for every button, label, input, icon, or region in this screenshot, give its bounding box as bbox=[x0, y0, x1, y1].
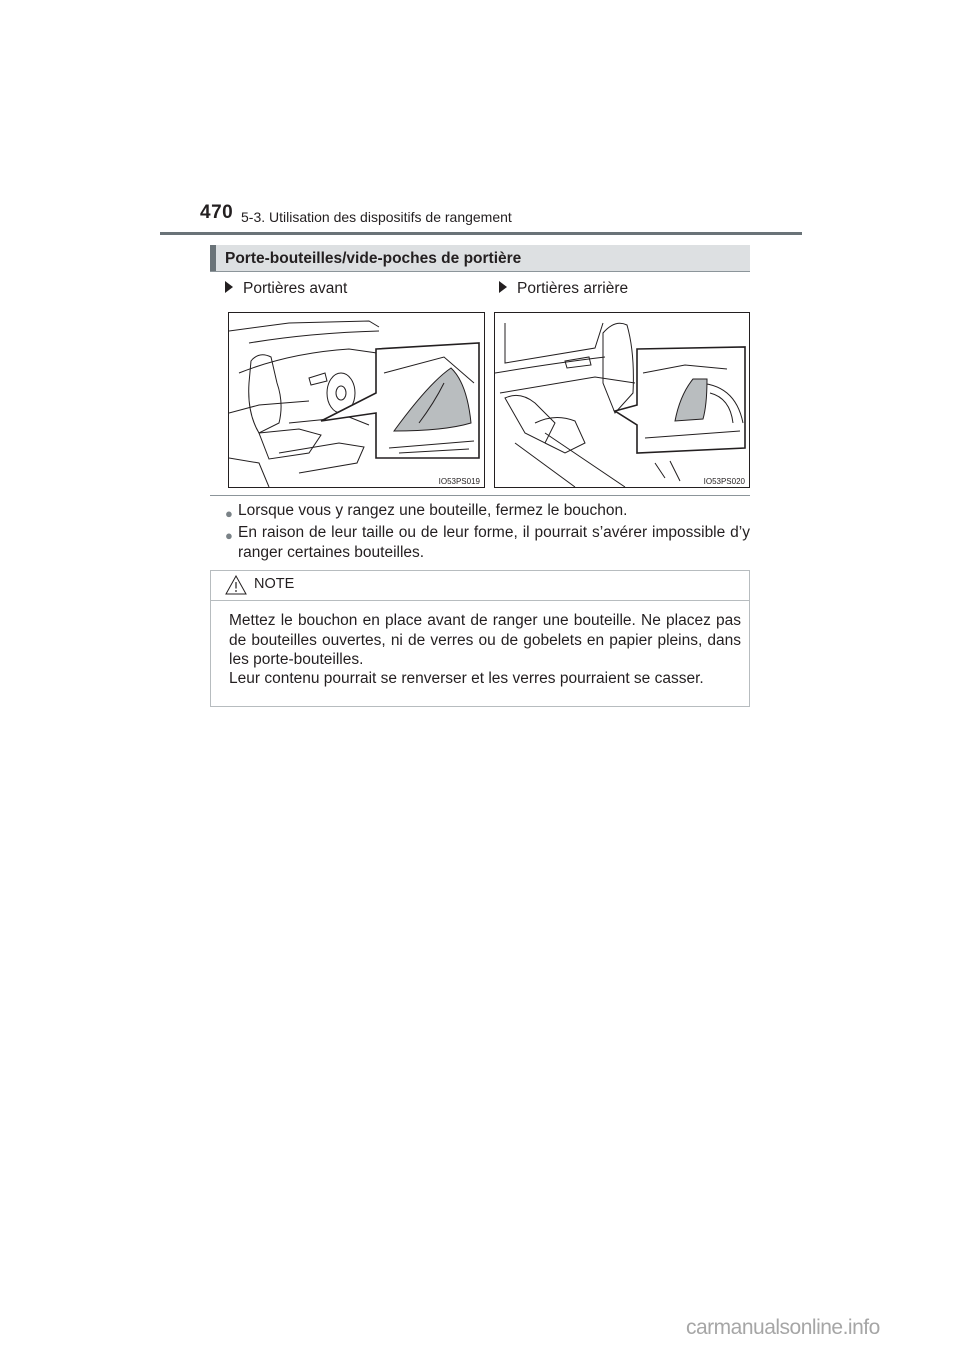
note-header bbox=[211, 571, 749, 601]
rear-door-illustration bbox=[494, 312, 750, 488]
header-rule bbox=[160, 232, 802, 235]
caption-rear-doors bbox=[499, 280, 628, 298]
watermark: carmanualsonline.info bbox=[686, 1316, 880, 1339]
bullet-dot-icon: ● bbox=[225, 528, 233, 543]
bullet-item bbox=[225, 501, 750, 521]
warning-triangle-icon bbox=[225, 575, 247, 595]
note-box bbox=[210, 570, 750, 707]
section-title: 5-3. Utilisation des dispositifs de rangement bbox=[241, 209, 512, 225]
figure-code-front: IO53PS019 bbox=[438, 477, 480, 486]
heading-accent-bar bbox=[210, 245, 216, 271]
front-door-illustration bbox=[228, 312, 485, 488]
section-heading bbox=[210, 245, 750, 272]
caption-rear-text: Portières arrière bbox=[517, 280, 629, 297]
note-paragraph: Leur contenu pourrait se renverser et les verres pourraient se casser. bbox=[229, 670, 704, 687]
caption-front-text: Portières avant bbox=[243, 280, 348, 297]
note-paragraph: Mettez le bouchon en place avant de ranger une bouteille. Ne placez pas de bouteilles ouvertes, ni de verres ou de gobelets en papier pleins, dans les porte-bouteilles. bbox=[229, 612, 741, 668]
caption-front-doors bbox=[225, 280, 347, 298]
bullet-text: En raison de leur taille ou de leur forme, il pourrait s’avérer impossible d’y ranger certaines bouteilles. bbox=[238, 524, 750, 561]
page-number: 470 bbox=[200, 202, 234, 223]
bullet-text: Lorsque vous y rangez une bouteille, fermez le bouchon. bbox=[238, 502, 628, 519]
bullet-dot-icon: ● bbox=[225, 506, 233, 521]
bullet-arrow-icon bbox=[499, 281, 507, 293]
note-title: NOTE bbox=[254, 576, 295, 592]
bullet-item bbox=[225, 523, 750, 563]
section-heading-text: Porte-bouteilles/vide-poches de portière bbox=[225, 250, 522, 267]
figure-divider bbox=[210, 495, 750, 496]
figure-code-rear: IO53PS020 bbox=[703, 477, 745, 486]
bullet-arrow-icon bbox=[225, 281, 233, 293]
